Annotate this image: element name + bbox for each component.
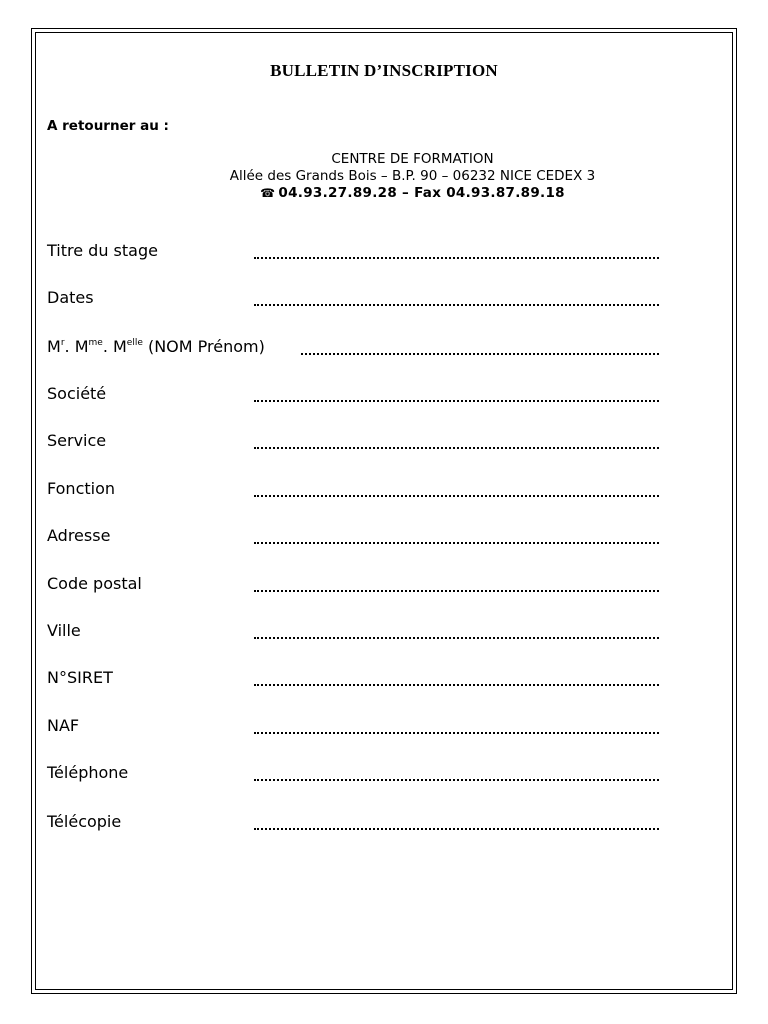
sup-me: me — [88, 338, 103, 348]
field-service[interactable] — [47, 431, 659, 453]
field-label: Société — [47, 384, 107, 403]
org-name: CENTRE DE FORMATION — [331, 151, 494, 167]
field-dotted-line[interactable] — [254, 637, 659, 639]
field-dotted-line[interactable] — [254, 447, 659, 449]
field-nom-prenom[interactable] — [47, 337, 659, 359]
field-fonction[interactable] — [47, 479, 659, 501]
field-dotted-line[interactable] — [301, 353, 659, 355]
field-code-postal[interactable] — [47, 574, 659, 596]
field-naf[interactable] — [47, 716, 659, 738]
field-titre-du-stage[interactable] — [47, 241, 659, 263]
field-siret[interactable] — [47, 668, 659, 690]
field-adresse[interactable] — [47, 526, 659, 548]
return-label-text: A retourner au : — [47, 118, 169, 134]
field-dotted-line[interactable] — [254, 542, 659, 544]
field-dotted-line[interactable] — [254, 590, 659, 592]
field-label: Adresse — [47, 526, 111, 545]
field-dotted-line[interactable] — [254, 304, 659, 306]
sup-elle: elle — [126, 338, 143, 348]
sup-r: r — [60, 338, 65, 348]
org-phone-line — [0, 185, 768, 202]
field-dotted-line[interactable] — [254, 732, 659, 734]
prefix-m: M — [74, 337, 89, 356]
field-telecopie[interactable] — [47, 812, 659, 834]
field-label: Téléphone — [47, 763, 129, 782]
telephone-icon: ☎ — [260, 186, 276, 200]
org-address-block — [0, 151, 768, 202]
field-label: N°SIRET — [47, 668, 113, 687]
field-dotted-line[interactable] — [254, 495, 659, 497]
field-label: Code postal — [47, 574, 142, 593]
field-ville[interactable] — [47, 621, 659, 643]
prefix-m: M — [112, 337, 127, 356]
field-dates[interactable] — [47, 288, 659, 310]
field-dotted-line[interactable] — [254, 828, 659, 830]
org-phone-text: 04.93.27.89.28 – Fax 04.93.87.89.18 — [278, 185, 565, 201]
field-label: Service — [47, 431, 107, 450]
field-label: Titre du stage — [47, 241, 158, 260]
field-telephone[interactable] — [47, 763, 659, 785]
field-dotted-line[interactable] — [254, 684, 659, 686]
field-dotted-line[interactable] — [254, 257, 659, 259]
field-societe[interactable] — [47, 384, 659, 406]
prefix-m: M — [47, 337, 61, 356]
field-label: Télécopie — [47, 812, 122, 831]
name-rest: (NOM Prénom) — [147, 337, 265, 356]
field-label: Fonction — [47, 479, 116, 498]
field-label-name: $M^r$. $M^{me}$. $M^{elle}$ (NOM Prénom) — [47, 337, 265, 356]
field-label: Dates — [47, 288, 94, 307]
return-label — [47, 118, 169, 134]
field-label: Ville — [47, 621, 81, 640]
org-address: Allée des Grands Bois – B.P. 90 – 06232 NICE CEDEX 3 — [229, 168, 596, 184]
field-dotted-line[interactable] — [254, 779, 659, 781]
field-label: NAF — [47, 716, 80, 735]
form-title: BULLETIN D’INSCRIPTION — [270, 61, 498, 80]
field-dotted-line[interactable] — [254, 400, 659, 402]
